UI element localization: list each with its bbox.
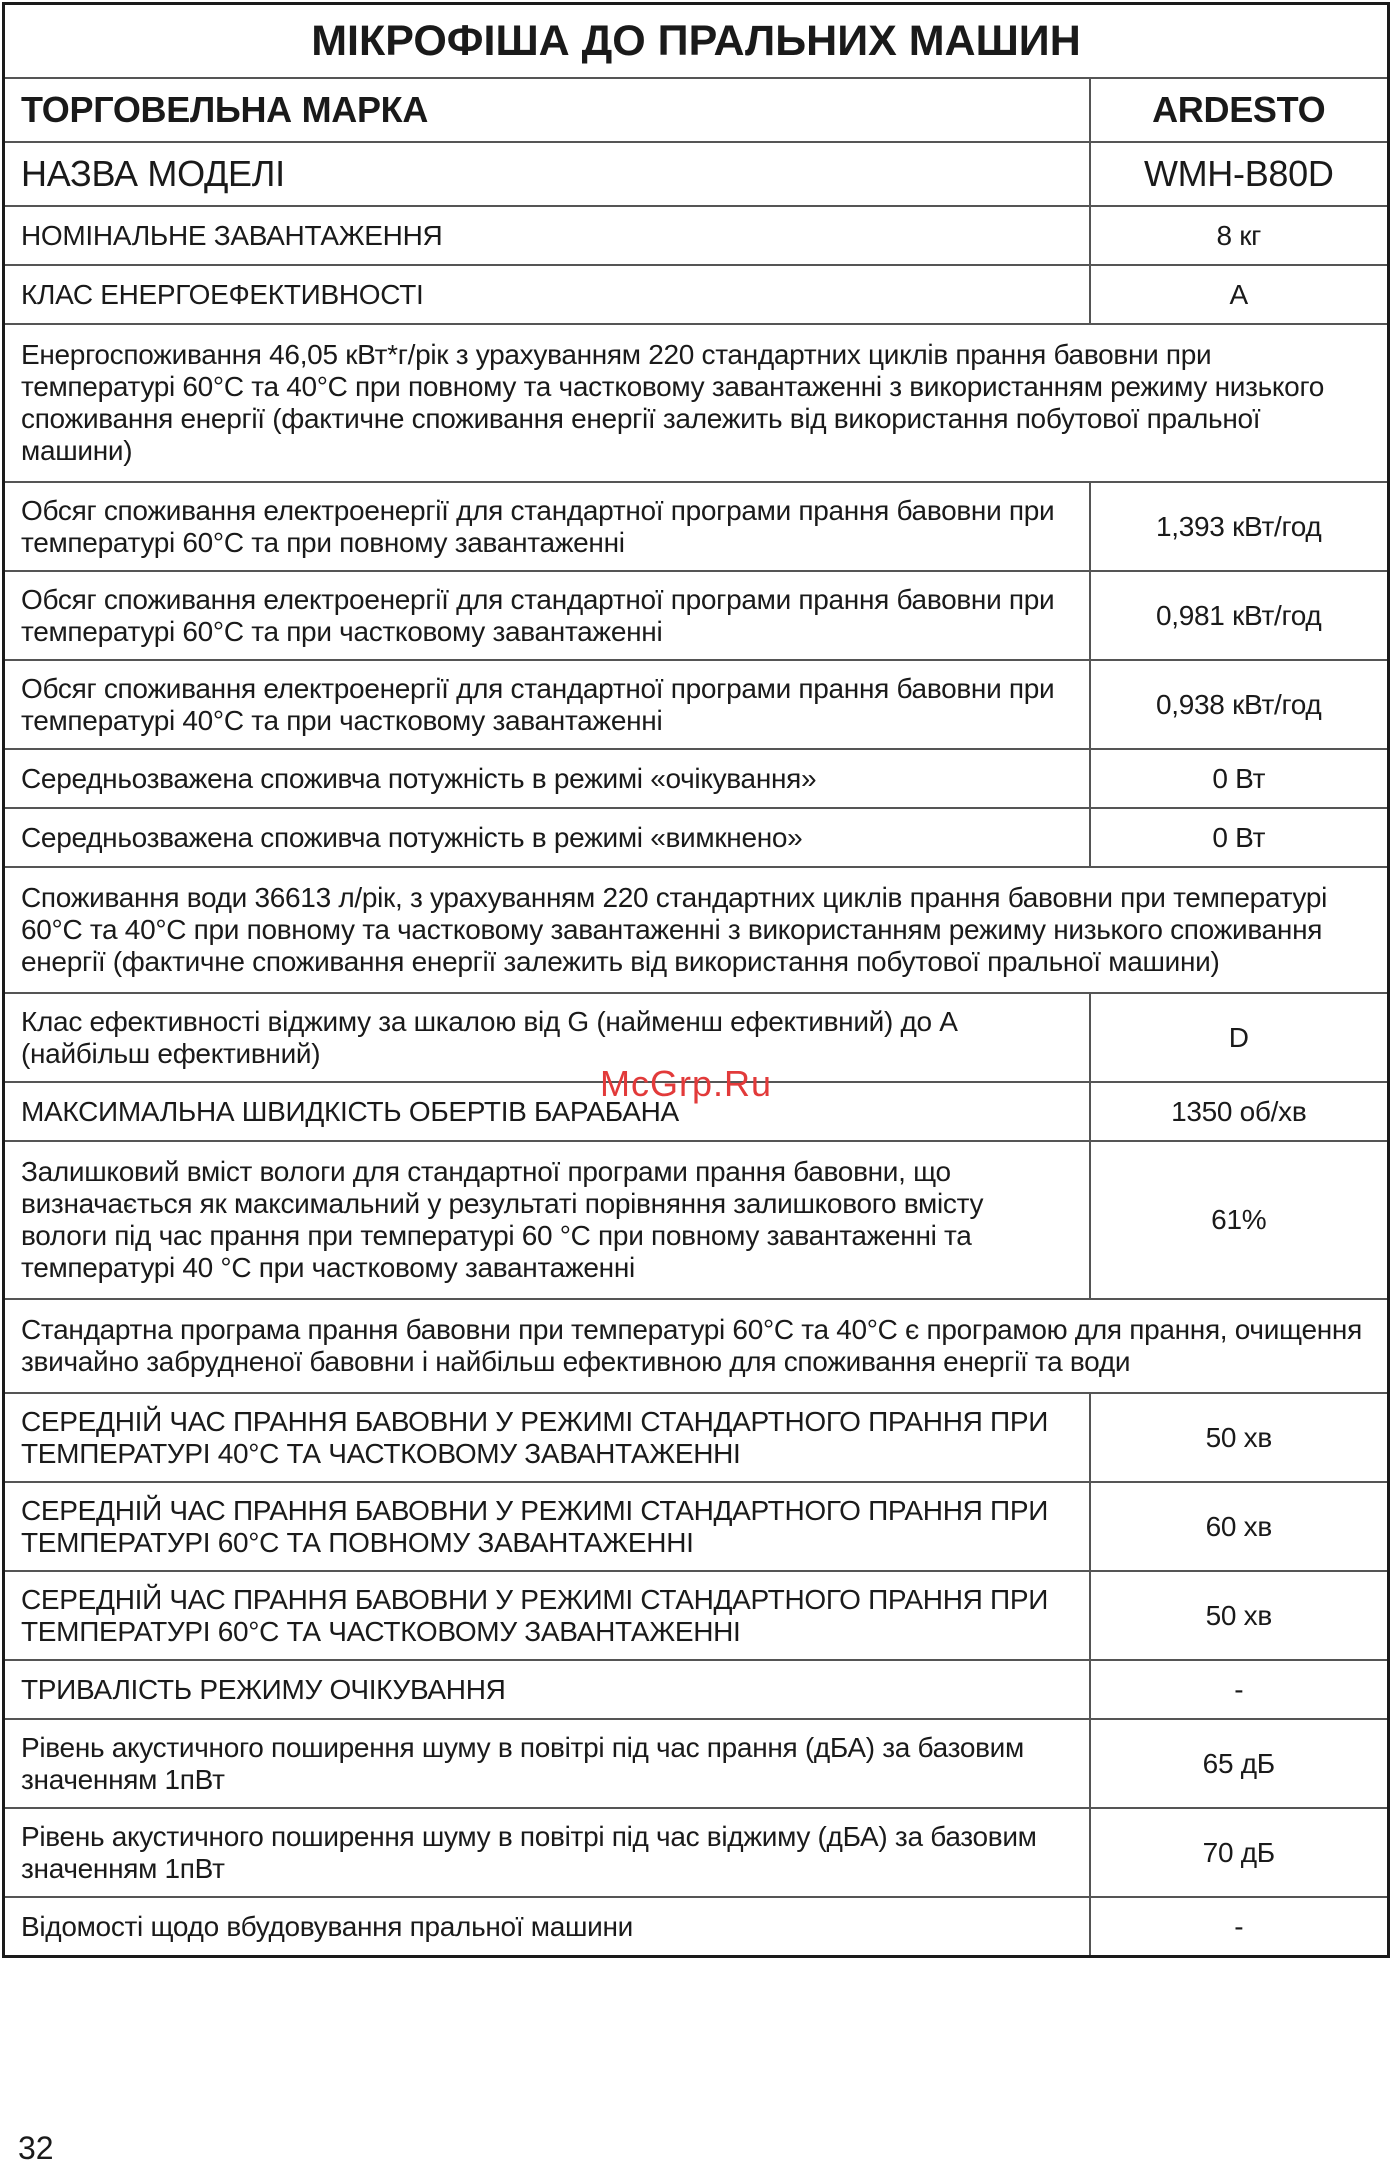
spec-row-standby-power (4, 749, 1389, 808)
spec-label: Обсяг споживання електроенергії для стандартної програми прання бавовни при температурі 60°С та при повному завантаженні (4, 482, 1090, 571)
spec-value: 61% (1090, 1141, 1389, 1299)
spec-label: Рівень акустичного поширення шуму в повітрі під час віджиму (дБА) за базовим значенням 1пВт (4, 1808, 1090, 1897)
spec-row-time-40-partial (4, 1393, 1389, 1482)
spec-value: 1,393 кВт/год (1090, 482, 1389, 571)
note-text: Споживання води 36613 л/рік, з урахуванням 220 стандартних циклів прання бавовни при температурі 60°С та 40°С при повному та частковому завантаженні з використанням режиму низького споживання енергії (фактичне споживання енергії залежить від використання побутової пральної машини) (4, 867, 1389, 993)
spec-row-rated-capacity (4, 206, 1389, 265)
spec-label: Обсяг споживання електроенергії для стандартної програми прання бавовни при температурі 60°С та при частковому завантаженні (4, 571, 1090, 660)
spec-row-time-60-full (4, 1482, 1389, 1571)
spec-label: СЕРЕДНІЙ ЧАС ПРАННЯ БАВОВНИ У РЕЖИМІ СТАНДАРТНОГО ПРАННЯ ПРИ ТЕМПЕРАТУРІ 60°С ТА ПОВНОМУ ЗАВАНТАЖЕННІ (4, 1482, 1090, 1571)
spec-value: - (1090, 1660, 1389, 1719)
spec-row-energy-60-full (4, 482, 1389, 571)
spec-row-residual-moisture (4, 1141, 1389, 1299)
spec-label: НОМІНАЛЬНЕ ЗАВАНТАЖЕННЯ (4, 206, 1090, 265)
model-value: WMH-B80D (1090, 142, 1389, 206)
spec-value: 1350 об/хв (1090, 1082, 1389, 1141)
note-row-energy-consumption (4, 324, 1389, 482)
page-title: МІКРОФІША ДО ПРАЛЬНИХ МАШИН (4, 4, 1389, 79)
note-row-standard-program (4, 1299, 1389, 1393)
spec-label: Залишковий вміст вологи для стандартної програми прання бавовни, що визначається як максимальний у результаті порівняння залишкового вмісту вологи під час прання при температурі 60 °С при повному завантаженні та температурі 40 °С при частковому завантаженні (4, 1141, 1090, 1299)
spec-row-energy-40-partial (4, 660, 1389, 749)
spec-value: - (1090, 1897, 1389, 1957)
spec-label: Обсяг споживання електроенергії для стандартної програми прання бавовни при температурі 40°С та при частковому завантаженні (4, 660, 1090, 749)
spec-label: Середньозважена споживча потужність в режимі «очікування» (4, 749, 1090, 808)
page-number: 32 (18, 2130, 54, 2166)
brand-value: ARDESTO (1090, 78, 1389, 142)
model-row (4, 142, 1389, 206)
spec-label: Відомості щодо вбудовування пральної машини (4, 1897, 1090, 1957)
spec-value: 8 кг (1090, 206, 1389, 265)
spec-label: Середньозважена споживча потужність в режимі «вимкнено» (4, 808, 1090, 867)
brand-label: ТОРГОВЕЛЬНА МАРКА (4, 78, 1090, 142)
spec-value: 70 дБ (1090, 1808, 1389, 1897)
spec-label: СЕРЕДНІЙ ЧАС ПРАННЯ БАВОВНИ У РЕЖИМІ СТАНДАРТНОГО ПРАННЯ ПРИ ТЕМПЕРАТУРІ 40°С ТА ЧАСТКОВОМУ ЗАВАНТАЖЕННІ (4, 1393, 1090, 1482)
spec-row-energy-60-partial (4, 571, 1389, 660)
spec-row-standby-duration (4, 1660, 1389, 1719)
note-text: Стандартна програма прання бавовни при температурі 60°С та 40°С є програмою для прання, очищення звичайно забрудненої бавовни і найбільш ефективною для споживання енергії та води (4, 1299, 1389, 1393)
microfiche-table (2, 2, 1390, 1958)
spec-value: 65 дБ (1090, 1719, 1389, 1808)
note-row-water-consumption (4, 867, 1389, 993)
spec-value: 0,938 кВт/год (1090, 660, 1389, 749)
spec-label: МАКСИМАЛЬНА ШВИДКІСТЬ ОБЕРТІВ БАРАБАНА (4, 1082, 1090, 1141)
spec-value: D (1090, 993, 1389, 1082)
model-label: НАЗВА МОДЕЛІ (4, 142, 1090, 206)
note-text: Енергоспоживання 46,05 кВт*г/рік з урахуванням 220 стандартних циклів прання бавовни при температурі 60°С та 40°С при повному та частковому завантаженні з використанням режиму низького споживання енергії (фактичне споживання енергії залежить від використання побутової пральної машини) (4, 324, 1389, 482)
spec-value: 0 Вт (1090, 749, 1389, 808)
watermark: McGrp.Ru (600, 1063, 773, 1104)
spec-value: 50 хв (1090, 1571, 1389, 1660)
spec-value: 50 хв (1090, 1393, 1389, 1482)
spec-value: 0 Вт (1090, 808, 1389, 867)
spec-value: 60 хв (1090, 1482, 1389, 1571)
spec-value: 0,981 кВт/год (1090, 571, 1389, 660)
spec-label: КЛАС ЕНЕРГОЕФЕКТИВНОСТІ (4, 265, 1090, 324)
spec-label: СЕРЕДНІЙ ЧАС ПРАННЯ БАВОВНИ У РЕЖИМІ СТАНДАРТНОГО ПРАННЯ ПРИ ТЕМПЕРАТУРІ 60°С ТА ЧАСТКОВОМУ ЗАВАНТАЖЕННІ (4, 1571, 1090, 1660)
spec-row-noise-spin (4, 1808, 1389, 1897)
spec-row-energy-class (4, 265, 1389, 324)
brand-row (4, 78, 1389, 142)
spec-row-time-60-partial (4, 1571, 1389, 1660)
spec-value: A (1090, 265, 1389, 324)
spec-label: ТРИВАЛІСТЬ РЕЖИМУ ОЧІКУВАННЯ (4, 1660, 1090, 1719)
spec-row-off-power (4, 808, 1389, 867)
spec-label: Клас ефективності віджиму за шкалою від G (найменш ефективний) до А (найбільш ефективний) (4, 993, 1090, 1082)
spec-row-built-in (4, 1897, 1389, 1957)
spec-row-noise-wash (4, 1719, 1389, 1808)
spec-label: Рівень акустичного поширення шуму в повітрі під час прання (дБА) за базовим значенням 1пВт (4, 1719, 1090, 1808)
